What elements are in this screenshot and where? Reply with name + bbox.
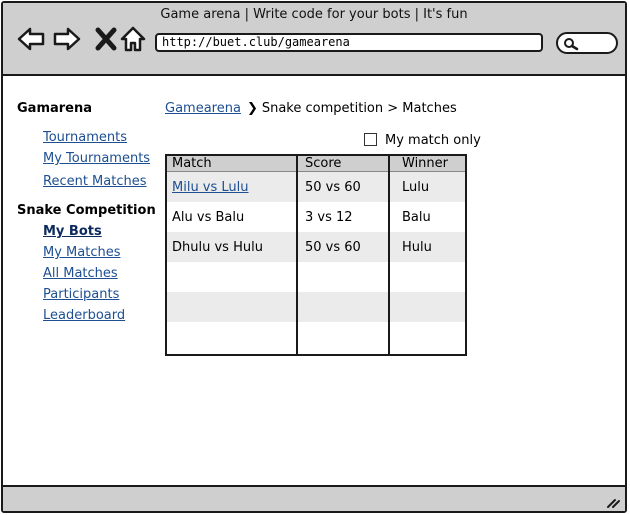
resize-grip-icon[interactable] — [605, 493, 621, 509]
home-icon[interactable] — [118, 24, 148, 54]
search-box[interactable] — [556, 32, 618, 54]
score-cell: 50 vs 60 — [300, 172, 397, 203]
close-icon[interactable] — [91, 24, 121, 54]
chevron-right-icon: ❯ — [246, 101, 258, 116]
table-row[interactable] — [167, 232, 465, 262]
column-header-score[interactable]: Score — [300, 156, 397, 172]
column-header-match[interactable]: Match — [167, 156, 300, 172]
arrow-left-icon[interactable] — [16, 24, 46, 54]
winner-cell: Hulu — [397, 232, 465, 262]
status-bar — [3, 485, 625, 511]
my-match-only-label: My match only — [385, 133, 481, 148]
column-divider — [296, 156, 298, 354]
window-title: Game arena | Write code for your bots | It's fun — [160, 7, 468, 22]
match-link[interactable]: Milu vs Lulu — [167, 172, 300, 203]
table-header-row — [167, 156, 465, 172]
sidebar-item-my-tournaments[interactable]: My Tournaments — [43, 151, 151, 166]
browser-toolbar — [3, 3, 625, 76]
sidebar-item-leaderboard[interactable]: Leaderboard — [43, 308, 126, 323]
sidebar-item-recent-matches[interactable]: Recent Matches — [43, 174, 147, 189]
sidebar-item-all-matches[interactable]: All Matches — [43, 266, 118, 281]
empty-table-row — [167, 322, 465, 352]
my-match-only-filter[interactable] — [364, 133, 481, 148]
sidebar-item-my-bots[interactable]: My Bots — [43, 224, 102, 239]
breadcrumb — [165, 101, 457, 116]
match-cell: Dhulu vs Hulu — [167, 232, 300, 262]
breadcrumb-path: Snake competition > Matches — [261, 101, 457, 116]
sidebar-item-participants[interactable]: Participants — [43, 287, 120, 302]
score-cell: 50 vs 60 — [300, 232, 397, 262]
matches-table — [165, 154, 467, 356]
browser-window — [1, 1, 627, 513]
arrow-right-icon[interactable] — [52, 24, 82, 54]
column-header-winner[interactable]: Winner — [397, 156, 465, 172]
match-cell: Alu vs Balu — [172, 209, 245, 225]
winner-cell: Lulu — [397, 172, 465, 203]
empty-table-row — [167, 262, 465, 292]
winner-cell: Balu — [402, 209, 431, 225]
table-row[interactable] — [167, 202, 465, 232]
sidebar-item-my-matches[interactable]: My Matches — [43, 245, 121, 260]
sidebar-section-heading: Snake Competition — [17, 203, 156, 218]
breadcrumb-root-link[interactable]: Gamearena — [165, 101, 241, 116]
empty-table-row — [167, 292, 465, 322]
search-icon — [563, 37, 579, 51]
my-match-only-checkbox[interactable] — [364, 133, 377, 146]
url-input[interactable]: http://buet.club/gamearena — [155, 33, 543, 52]
score-cell: 3 vs 12 — [305, 209, 353, 225]
sidebar-app-heading: Gamarena — [17, 101, 93, 116]
table-row[interactable] — [167, 172, 465, 203]
sidebar-item-tournaments[interactable]: Tournaments — [43, 130, 128, 145]
column-divider — [388, 156, 390, 354]
